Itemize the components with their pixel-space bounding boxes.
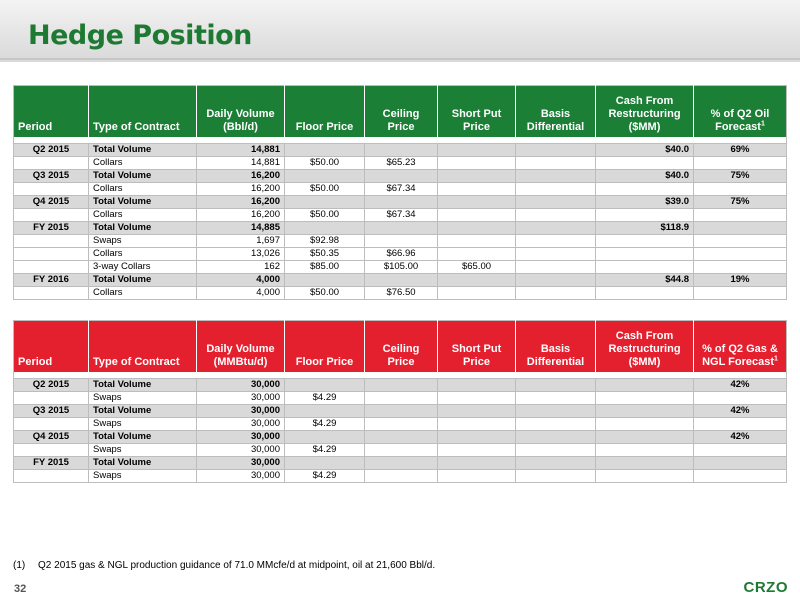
cell-ceiling-price — [365, 431, 438, 444]
cell-contract-type: Swaps — [89, 235, 197, 248]
cell-short-put-price — [438, 405, 516, 418]
cell-contract-type: Collars — [89, 157, 197, 170]
cell-floor-price — [285, 405, 365, 418]
cell-ceiling-price — [365, 392, 438, 405]
cell-ceiling-price: $67.34 — [365, 183, 438, 196]
cell-contract-type: Total Volume — [89, 431, 197, 444]
cell-cash-from-restructuring — [596, 235, 694, 248]
cell-floor-price — [285, 196, 365, 209]
page-number: 32 — [14, 583, 27, 595]
cell-daily-volume: 16,200 — [197, 209, 285, 222]
cell-forecast-pct — [694, 457, 787, 470]
cell-contract-type: Collars — [89, 248, 197, 261]
cell-contract-type: Swaps — [89, 444, 197, 457]
cell-floor-price — [285, 457, 365, 470]
cell-contract-type: Swaps — [89, 392, 197, 405]
table-row-total — [14, 379, 787, 392]
cell-ceiling-price — [365, 379, 438, 392]
cell-contract-type: Total Volume — [89, 274, 197, 287]
table-row-total — [14, 274, 787, 287]
cell-daily-volume: 1,697 — [197, 235, 285, 248]
oil-header-row — [14, 86, 787, 138]
cell-contract-type: Swaps — [89, 470, 197, 483]
cell-forecast-pct — [694, 392, 787, 405]
cell-cash-from-restructuring: $44.8 — [596, 274, 694, 287]
cell-basis-differential — [516, 405, 596, 418]
cell-daily-volume: 14,881 — [197, 157, 285, 170]
cell-floor-price — [285, 274, 365, 287]
cell-contract-type: Total Volume — [89, 222, 197, 235]
cell-period — [14, 248, 89, 261]
cell-ceiling-price — [365, 222, 438, 235]
cell-short-put-price — [438, 457, 516, 470]
table-row — [14, 444, 787, 457]
cell-ceiling-price — [365, 196, 438, 209]
gas-header-basis: Basis Differential — [516, 321, 596, 373]
cell-cash-from-restructuring: $39.0 — [596, 196, 694, 209]
cell-ceiling-price — [365, 457, 438, 470]
cell-short-put-price — [438, 431, 516, 444]
cell-period: Q3 2015 — [14, 405, 89, 418]
cell-forecast-pct: 75% — [694, 196, 787, 209]
cell-forecast-pct — [694, 470, 787, 483]
cell-contract-type: 3-way Collars — [89, 261, 197, 274]
table-row-total — [14, 144, 787, 157]
cell-period — [14, 287, 89, 300]
cell-ceiling-price: $105.00 — [365, 261, 438, 274]
cell-ceiling-price — [365, 418, 438, 431]
cell-floor-price: $50.00 — [285, 287, 365, 300]
cell-short-put-price — [438, 196, 516, 209]
table-row-total — [14, 222, 787, 235]
table-row — [14, 418, 787, 431]
cell-period — [14, 470, 89, 483]
company-logo: CRZO — [743, 579, 788, 596]
cell-basis-differential — [516, 209, 596, 222]
oil-header-volume: Daily Volume (Bbl/d) — [197, 86, 285, 138]
cell-ceiling-price: $66.96 — [365, 248, 438, 261]
cell-period: Q4 2015 — [14, 196, 89, 209]
oil-header-type: Type of Contract — [89, 86, 197, 138]
cell-daily-volume: 30,000 — [197, 431, 285, 444]
table-row — [14, 235, 787, 248]
cell-short-put-price: $65.00 — [438, 261, 516, 274]
cell-basis-differential — [516, 457, 596, 470]
cell-period: Q2 2015 — [14, 379, 89, 392]
cell-daily-volume: 4,000 — [197, 274, 285, 287]
gas-header-type: Type of Contract — [89, 321, 197, 373]
cell-forecast-pct — [694, 418, 787, 431]
cell-short-put-price — [438, 222, 516, 235]
cell-cash-from-restructuring: $40.0 — [596, 170, 694, 183]
gas-header-volume: Daily Volume (MMBtu/d) — [197, 321, 285, 373]
cell-cash-from-restructuring — [596, 444, 694, 457]
cell-forecast-pct — [694, 248, 787, 261]
gas-header-cash: Cash From Restructuring ($MM) — [596, 321, 694, 373]
cell-contract-type: Collars — [89, 183, 197, 196]
cell-forecast-pct: 42% — [694, 379, 787, 392]
cell-ceiling-price — [365, 144, 438, 157]
cell-cash-from-restructuring: $118.9 — [596, 222, 694, 235]
cell-floor-price — [285, 170, 365, 183]
cell-forecast-pct — [694, 157, 787, 170]
cell-floor-price: $50.00 — [285, 183, 365, 196]
cell-contract-type: Total Volume — [89, 379, 197, 392]
cell-basis-differential — [516, 444, 596, 457]
cell-daily-volume: 30,000 — [197, 444, 285, 457]
cell-short-put-price — [438, 248, 516, 261]
footnote-number: (1) — [13, 560, 26, 571]
cell-forecast-pct: 75% — [694, 170, 787, 183]
table-row — [14, 470, 787, 483]
cell-ceiling-price: $76.50 — [365, 287, 438, 300]
cell-daily-volume: 30,000 — [197, 379, 285, 392]
oil-hedge-table — [13, 85, 787, 300]
cell-short-put-price — [438, 392, 516, 405]
gas-header-footnote-mark: 1 — [774, 355, 778, 363]
gas-header-floor: Floor Price — [285, 321, 365, 373]
cell-daily-volume: 30,000 — [197, 418, 285, 431]
oil-header-ceiling: Ceiling Price — [365, 86, 438, 138]
oil-header-footnote-mark: 1 — [760, 120, 765, 128]
cell-floor-price: $50.35 — [285, 248, 365, 261]
gas-header-forecast-text: % of Q2 Gas & NGL Forecast — [702, 343, 778, 368]
cell-ceiling-price — [365, 470, 438, 483]
cell-basis-differential — [516, 196, 596, 209]
cell-ceiling-price — [365, 170, 438, 183]
cell-cash-from-restructuring — [596, 392, 694, 405]
cell-floor-price: $85.00 — [285, 261, 365, 274]
cell-floor-price: $4.29 — [285, 392, 365, 405]
table-row-total — [14, 431, 787, 444]
footnote — [13, 560, 435, 571]
cell-ceiling-price: $65.23 — [365, 157, 438, 170]
cell-daily-volume: 30,000 — [197, 457, 285, 470]
cell-ceiling-price — [365, 444, 438, 457]
oil-header-cash: Cash From Restructuring ($MM) — [596, 86, 694, 138]
oil-header-forecast — [694, 86, 787, 138]
cell-basis-differential — [516, 235, 596, 248]
cell-period — [14, 183, 89, 196]
cell-forecast-pct: 42% — [694, 431, 787, 444]
table-row-total — [14, 405, 787, 418]
cell-short-put-price — [438, 235, 516, 248]
cell-period — [14, 444, 89, 457]
cell-period — [14, 157, 89, 170]
cell-contract-type: Total Volume — [89, 196, 197, 209]
cell-basis-differential — [516, 183, 596, 196]
cell-floor-price: $4.29 — [285, 418, 365, 431]
cell-daily-volume: 30,000 — [197, 405, 285, 418]
cell-ceiling-price — [365, 235, 438, 248]
cell-forecast-pct — [694, 287, 787, 300]
cell-period — [14, 235, 89, 248]
cell-short-put-price — [438, 470, 516, 483]
footnote-text: Q2 2015 gas & NGL production guidance of 71.0 MMcfe/d at midpoint, oil at 21,600 Bbl/d. — [38, 560, 436, 571]
title-divider — [0, 58, 800, 60]
cell-basis-differential — [516, 222, 596, 235]
table-row — [14, 287, 787, 300]
cell-period — [14, 418, 89, 431]
cell-floor-price: $50.00 — [285, 209, 365, 222]
cell-contract-type: Total Volume — [89, 405, 197, 418]
cell-contract-type: Total Volume — [89, 457, 197, 470]
table-row-total — [14, 196, 787, 209]
cell-basis-differential — [516, 392, 596, 405]
gas-header-period: Period — [14, 321, 89, 373]
table-row — [14, 157, 787, 170]
cell-daily-volume: 162 — [197, 261, 285, 274]
oil-header-period: Period — [14, 86, 89, 138]
gas-header-forecast — [694, 321, 787, 373]
cell-basis-differential — [516, 170, 596, 183]
table-row — [14, 261, 787, 274]
cell-cash-from-restructuring: $40.0 — [596, 144, 694, 157]
cell-basis-differential — [516, 470, 596, 483]
gas-header-row — [14, 321, 787, 373]
cell-short-put-price — [438, 209, 516, 222]
cell-short-put-price — [438, 183, 516, 196]
cell-cash-from-restructuring — [596, 431, 694, 444]
cell-forecast-pct: 19% — [694, 274, 787, 287]
cell-basis-differential — [516, 274, 596, 287]
table-row-total — [14, 457, 787, 470]
cell-short-put-price — [438, 144, 516, 157]
cell-contract-type: Swaps — [89, 418, 197, 431]
cell-basis-differential — [516, 431, 596, 444]
cell-daily-volume: 4,000 — [197, 287, 285, 300]
cell-daily-volume: 30,000 — [197, 470, 285, 483]
cell-short-put-price — [438, 170, 516, 183]
oil-table-body — [14, 137, 787, 300]
cell-floor-price — [285, 222, 365, 235]
cell-cash-from-restructuring — [596, 209, 694, 222]
cell-cash-from-restructuring — [596, 457, 694, 470]
oil-header-forecast-text: % of Q2 Oil Forecast — [710, 108, 770, 133]
cell-contract-type: Collars — [89, 209, 197, 222]
cell-period: Q2 2015 — [14, 144, 89, 157]
cell-cash-from-restructuring — [596, 418, 694, 431]
cell-basis-differential — [516, 287, 596, 300]
cell-period: FY 2015 — [14, 457, 89, 470]
oil-header-floor: Floor Price — [285, 86, 365, 138]
cell-basis-differential — [516, 248, 596, 261]
cell-daily-volume: 16,200 — [197, 170, 285, 183]
cell-forecast-pct: 69% — [694, 144, 787, 157]
cell-basis-differential — [516, 157, 596, 170]
cell-basis-differential — [516, 379, 596, 392]
cell-daily-volume: 16,200 — [197, 183, 285, 196]
cell-period — [14, 261, 89, 274]
cell-floor-price — [285, 431, 365, 444]
cell-daily-volume: 14,881 — [197, 144, 285, 157]
cell-forecast-pct — [694, 222, 787, 235]
table-row — [14, 392, 787, 405]
table-row — [14, 183, 787, 196]
cell-forecast-pct — [694, 183, 787, 196]
cell-ceiling-price — [365, 405, 438, 418]
cell-floor-price — [285, 379, 365, 392]
table-row-total — [14, 170, 787, 183]
cell-daily-volume: 30,000 — [197, 392, 285, 405]
cell-contract-type: Total Volume — [89, 144, 197, 157]
cell-floor-price: $92.98 — [285, 235, 365, 248]
cell-forecast-pct — [694, 235, 787, 248]
table-row — [14, 248, 787, 261]
cell-short-put-price — [438, 418, 516, 431]
gas-hedge-table — [13, 320, 787, 483]
cell-forecast-pct — [694, 209, 787, 222]
cell-cash-from-restructuring — [596, 379, 694, 392]
cell-floor-price: $4.29 — [285, 470, 365, 483]
cell-daily-volume: 13,026 — [197, 248, 285, 261]
cell-short-put-price — [438, 157, 516, 170]
cell-cash-from-restructuring — [596, 287, 694, 300]
cell-ceiling-price — [365, 274, 438, 287]
cell-period: Q3 2015 — [14, 170, 89, 183]
cell-period: FY 2015 — [14, 222, 89, 235]
cell-contract-type: Total Volume — [89, 170, 197, 183]
oil-header-basis: Basis Differential — [516, 86, 596, 138]
gas-table-body — [14, 372, 787, 483]
cell-cash-from-restructuring — [596, 157, 694, 170]
cell-daily-volume: 14,885 — [197, 222, 285, 235]
cell-short-put-price — [438, 379, 516, 392]
cell-period: Q4 2015 — [14, 431, 89, 444]
cell-cash-from-restructuring — [596, 405, 694, 418]
cell-cash-from-restructuring — [596, 248, 694, 261]
gas-header-ceiling: Ceiling Price — [365, 321, 438, 373]
cell-short-put-price — [438, 444, 516, 457]
cell-floor-price: $4.29 — [285, 444, 365, 457]
table-row — [14, 209, 787, 222]
cell-ceiling-price: $67.34 — [365, 209, 438, 222]
cell-period — [14, 392, 89, 405]
cell-forecast-pct — [694, 444, 787, 457]
cell-period — [14, 209, 89, 222]
page-title: Hedge Position — [28, 20, 252, 51]
cell-short-put-price — [438, 274, 516, 287]
cell-forecast-pct: 42% — [694, 405, 787, 418]
cell-floor-price — [285, 144, 365, 157]
cell-floor-price: $50.00 — [285, 157, 365, 170]
cell-contract-type: Collars — [89, 287, 197, 300]
cell-short-put-price — [438, 287, 516, 300]
cell-cash-from-restructuring — [596, 183, 694, 196]
cell-basis-differential — [516, 144, 596, 157]
cell-forecast-pct — [694, 261, 787, 274]
cell-cash-from-restructuring — [596, 261, 694, 274]
cell-daily-volume: 16,200 — [197, 196, 285, 209]
cell-period: FY 2016 — [14, 274, 89, 287]
oil-header-short-put: Short Put Price — [438, 86, 516, 138]
cell-cash-from-restructuring — [596, 470, 694, 483]
cell-basis-differential — [516, 261, 596, 274]
cell-basis-differential — [516, 418, 596, 431]
gas-header-short-put: Short Put Price — [438, 321, 516, 373]
